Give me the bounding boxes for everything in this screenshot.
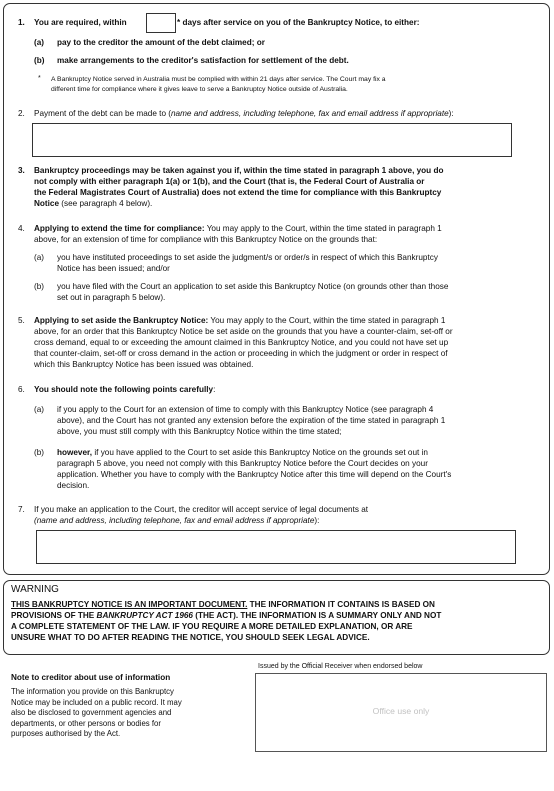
- p6-number: 6.: [18, 385, 25, 394]
- p3-line3: the Federal Magistrates Court of Australia) does not extend the time for compliance with this Bankruptcy: [34, 188, 442, 197]
- p1-note-asterisk: *: [38, 75, 41, 82]
- p5-line4: that counter-claim, set-off or cross demand in the action or proceeding in which the judgment or order in respect of: [34, 349, 448, 358]
- p1-number: 1.: [18, 18, 25, 27]
- p7-line2: (name and address, including telephone, fax and email address if appropriate):: [34, 516, 320, 525]
- note-title: Note to creditor about use of information: [11, 673, 171, 682]
- p3-line4: Notice (see paragraph 4 below).: [34, 199, 153, 208]
- warning-line3: A COMPLETE STATEMENT OF THE LAW. IF YOU REQUIRE A MORE DETAILED EXPLANATION, OR ARE: [11, 622, 413, 631]
- p4-b-line2: set out in paragraph 5 below).: [57, 293, 166, 302]
- p6-b-label: (b): [34, 448, 45, 457]
- p2-number: 2.: [18, 109, 25, 118]
- warning-title: WARNING: [11, 584, 59, 595]
- p1-note-line2: different time for compliance where it gives leave to serve a Bankruptcy Notice outside of Australia.: [51, 86, 348, 93]
- p5-line2: above, for an order that this Bankruptcy Notice be set aside on the grounds that you have a counter-claim, set-off or: [34, 327, 453, 336]
- p6-b-line4: decision.: [57, 481, 90, 490]
- days-input-box[interactable]: [146, 13, 176, 33]
- p4-number: 4.: [18, 224, 25, 233]
- p5-number: 5.: [18, 316, 25, 325]
- note-body: The information you provide on this Bankruptcy Notice may be included on a public record. It may also be disclosed to government agencies and departments, or other persons or bodies for purposes authorised by the Act.: [11, 687, 182, 739]
- office-use-box: [255, 673, 547, 752]
- p6-a-line1: if you apply to the Court for an extension of time to comply with this Bankruptcy Notice (see paragraph 4: [57, 405, 434, 414]
- p4-b-label: (b): [34, 282, 45, 291]
- p6-a-label: (a): [34, 405, 45, 414]
- p4-line2: above, for an extension of time for compliance with this Bankruptcy Notice on the grounds that:: [34, 235, 378, 244]
- office-caption: Issued by the Official Receiver when endorsed below: [258, 663, 423, 670]
- p2-text: Payment of the debt can be made to (name and address, including telephone, fax and email address if appropriate):: [34, 109, 454, 118]
- p5-line1: Applying to set aside the Bankruptcy Notice: You may apply to the Court, within the time stated in paragraph 1: [34, 316, 446, 325]
- p6-b-line3: application. Whether you have to comply with the Bankruptcy Notice after this time will depend on the Court's: [57, 470, 452, 479]
- p5-line3: cross demand, equal to or exceeding the amount claimed in this Bankruptcy Notice, and you could not have set up: [34, 338, 449, 347]
- p4-a-label: (a): [34, 253, 45, 262]
- service-address-field[interactable]: [36, 530, 516, 564]
- p1-note-line1: A Bankruptcy Notice served in Australia must be complied with within 21 days after service. The Court may fix a: [51, 76, 386, 83]
- p1-a-text: pay to the creditor the amount of the debt claimed; or: [57, 38, 265, 47]
- p6-b-line2: paragraph 5 above, you need not comply with this Bankruptcy Notice before the Court decides on your: [57, 459, 428, 468]
- p1-text-pre: You are required, within: [34, 18, 127, 27]
- payment-address-field[interactable]: [32, 123, 512, 157]
- p7-number: 7.: [18, 505, 25, 514]
- p3-number: 3.: [18, 166, 25, 175]
- p5-line5: which this Bankruptcy Notice has been issued was obtained.: [34, 360, 254, 369]
- p1-a-label: (a): [34, 38, 45, 47]
- p6-b-line1: however, if you have applied to the Court to set aside this Bankruptcy Notice on the grounds set out in: [57, 448, 428, 457]
- p4-a-line1: you have instituted proceedings to set aside the judgment/s or order/s in respect of which this Bankruptcy: [57, 253, 438, 262]
- p4-a-line2: Notice has been issued; and/or: [57, 264, 170, 273]
- p6-a-line2: above), and the Court has not granted any extension before the expiration of the time stated in paragraph 1: [57, 416, 446, 425]
- p1-b-text: make arrangements to the creditor's satisfaction for settlement of the debt.: [57, 56, 349, 65]
- p3-line2: not comply with either paragraph 1(a) or 1(b), and the Court (that is, the Federal Court of Australia or: [34, 177, 425, 186]
- p1-text-post: * days after service on you of the Bankruptcy Notice, to either:: [177, 18, 420, 27]
- p6-a-line3: above, you must still comply with this Bankruptcy Notice within the time stated;: [57, 427, 342, 436]
- warning-line4: UNSURE WHAT TO DO AFTER READING THE NOTICE, YOU SHOULD SEEK LEGAL ADVICE.: [11, 633, 370, 642]
- p7-line1: If you make an application to the Court, the creditor will accept service of legal documents at: [34, 505, 369, 514]
- office-use-placeholder: Office use only: [372, 706, 430, 716]
- warning-line1: THIS BANKRUPTCY NOTICE IS AN IMPORTANT DOCUMENT. THE INFORMATION IT CONTAINS IS BASED ON: [11, 600, 435, 609]
- p3-line1: Bankruptcy proceedings may be taken against you if, within the time stated in paragraph 1 above, you do: [34, 166, 444, 175]
- p1-b-label: (b): [34, 56, 45, 65]
- p6-lead: You should note the following points carefully:: [34, 385, 216, 394]
- p4-b-line1: you have filed with the Court an application to set aside this Bankruptcy Notice (on grounds other than those: [57, 282, 449, 291]
- warning-line2: PROVISIONS OF THE BANKRUPTCY ACT 1966 (THE ACT). THE INFORMATION IS A SUMMARY ONLY AND NOT: [11, 611, 442, 620]
- p4-line1: Applying to extend the time for compliance: You may apply to the Court, within the time stated in paragraph 1: [34, 224, 442, 233]
